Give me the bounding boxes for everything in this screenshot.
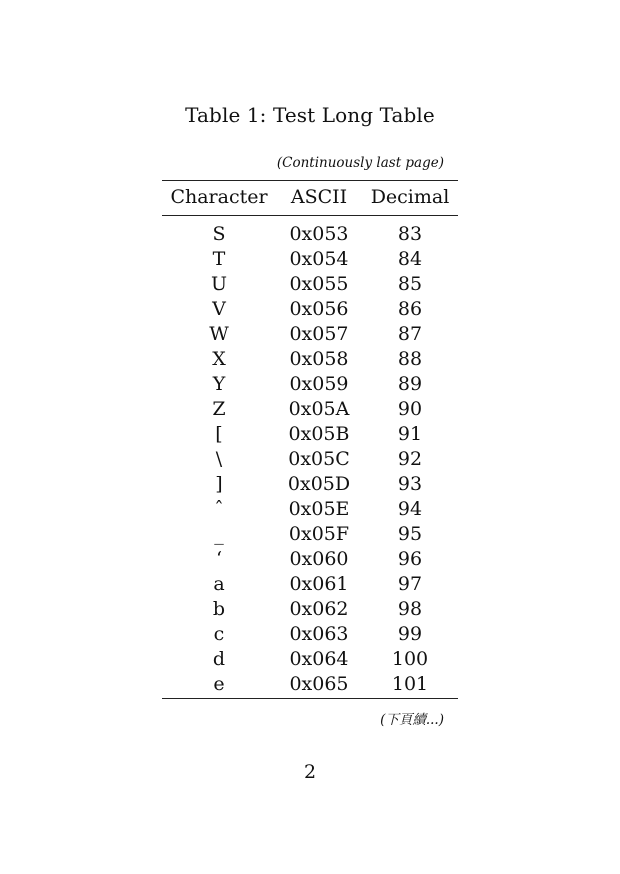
table-row — [162, 646, 458, 671]
cell-ascii: 0x05C — [288, 447, 350, 470]
cell-ascii: 0x061 — [289, 572, 349, 595]
cell-decimal: 94 — [397, 497, 423, 520]
cell-character: [ — [215, 422, 223, 445]
table-row — [162, 621, 458, 646]
cell-character: _ — [214, 522, 224, 545]
cell-ascii: 0x064 — [289, 647, 349, 670]
cell-ascii: 0x063 — [289, 622, 349, 645]
cell-decimal: 101 — [391, 672, 429, 695]
cell-decimal: 99 — [397, 622, 423, 645]
page-number: 2 — [303, 761, 317, 783]
cell-character: S — [212, 222, 226, 245]
table-row — [162, 571, 458, 596]
cell-character: ˆ — [214, 497, 224, 520]
cell-decimal: 85 — [397, 272, 423, 295]
cell-decimal: 93 — [397, 472, 423, 495]
cell-decimal: 97 — [397, 572, 423, 595]
cell-ascii: 0x059 — [289, 372, 349, 395]
cell-decimal: 86 — [397, 297, 423, 320]
cell-ascii: 0x065 — [289, 672, 349, 695]
table-row — [162, 396, 458, 421]
table-row — [162, 271, 458, 296]
cell-decimal: 92 — [397, 447, 423, 470]
header-decimal: Decimal — [370, 185, 450, 208]
cell-decimal: 91 — [397, 422, 423, 445]
cell-character: ‘ — [215, 547, 223, 570]
table-row — [162, 546, 458, 571]
table-row — [162, 446, 458, 471]
cell-character: Y — [212, 372, 226, 395]
table-row — [162, 296, 458, 321]
table-row — [162, 596, 458, 621]
cell-ascii: 0x055 — [289, 272, 349, 295]
table-row — [162, 671, 458, 696]
cell-character: a — [213, 572, 225, 595]
header-rule — [162, 215, 458, 216]
cell-character: b — [212, 597, 226, 620]
table-row — [162, 521, 458, 546]
table-row — [162, 246, 458, 271]
table-body — [162, 221, 458, 696]
cell-character: d — [212, 647, 226, 670]
cell-ascii: 0x053 — [289, 222, 349, 245]
cell-character: e — [213, 672, 225, 695]
cell-ascii: 0x054 — [289, 247, 349, 270]
cell-character: c — [213, 622, 225, 645]
bottom-rule — [162, 698, 458, 699]
table-row — [162, 321, 458, 346]
top-rule — [162, 180, 458, 181]
table-row — [162, 346, 458, 371]
table-header — [162, 184, 458, 209]
table-row — [162, 221, 458, 246]
cell-ascii: 0x056 — [289, 297, 349, 320]
cell-decimal: 84 — [397, 247, 423, 270]
cell-decimal: 87 — [397, 322, 423, 345]
cell-character: W — [209, 322, 229, 345]
continued-from-note: (Continuously last page) — [276, 155, 444, 171]
header-character: Character — [170, 185, 268, 208]
cell-ascii: 0x05D — [287, 472, 351, 495]
cell-character: X — [212, 347, 226, 370]
table-row — [162, 471, 458, 496]
cell-decimal: 98 — [397, 597, 423, 620]
table-row — [162, 496, 458, 521]
cell-decimal: 96 — [397, 547, 423, 570]
cell-ascii: 0x058 — [289, 347, 349, 370]
cell-decimal: 90 — [397, 397, 423, 420]
table-caption: Table 1: Test Long Table — [185, 103, 435, 127]
cell-decimal: 95 — [397, 522, 423, 545]
table-row — [162, 371, 458, 396]
cell-character: T — [212, 247, 226, 270]
cell-ascii: 0x05E — [288, 497, 350, 520]
cell-decimal: 88 — [397, 347, 423, 370]
cell-ascii: 0x05B — [288, 422, 350, 445]
cell-ascii: 0x057 — [289, 322, 349, 345]
cell-ascii: 0x05A — [288, 397, 350, 420]
cell-character: Z — [212, 397, 226, 420]
cell-character: ] — [215, 472, 223, 495]
cell-ascii: 0x05F — [288, 522, 350, 545]
cell-decimal: 83 — [397, 222, 423, 245]
cell-character: V — [212, 297, 226, 320]
continued-next-note: (下頁續...) — [380, 712, 444, 728]
cell-decimal: 100 — [391, 647, 429, 670]
cell-character: U — [210, 272, 227, 295]
cell-ascii: 0x062 — [289, 597, 349, 620]
cell-ascii: 0x060 — [289, 547, 349, 570]
header-ascii: ASCII — [290, 185, 348, 208]
cell-decimal: 89 — [397, 372, 423, 395]
cell-character: \ — [215, 447, 223, 470]
table-row — [162, 421, 458, 446]
